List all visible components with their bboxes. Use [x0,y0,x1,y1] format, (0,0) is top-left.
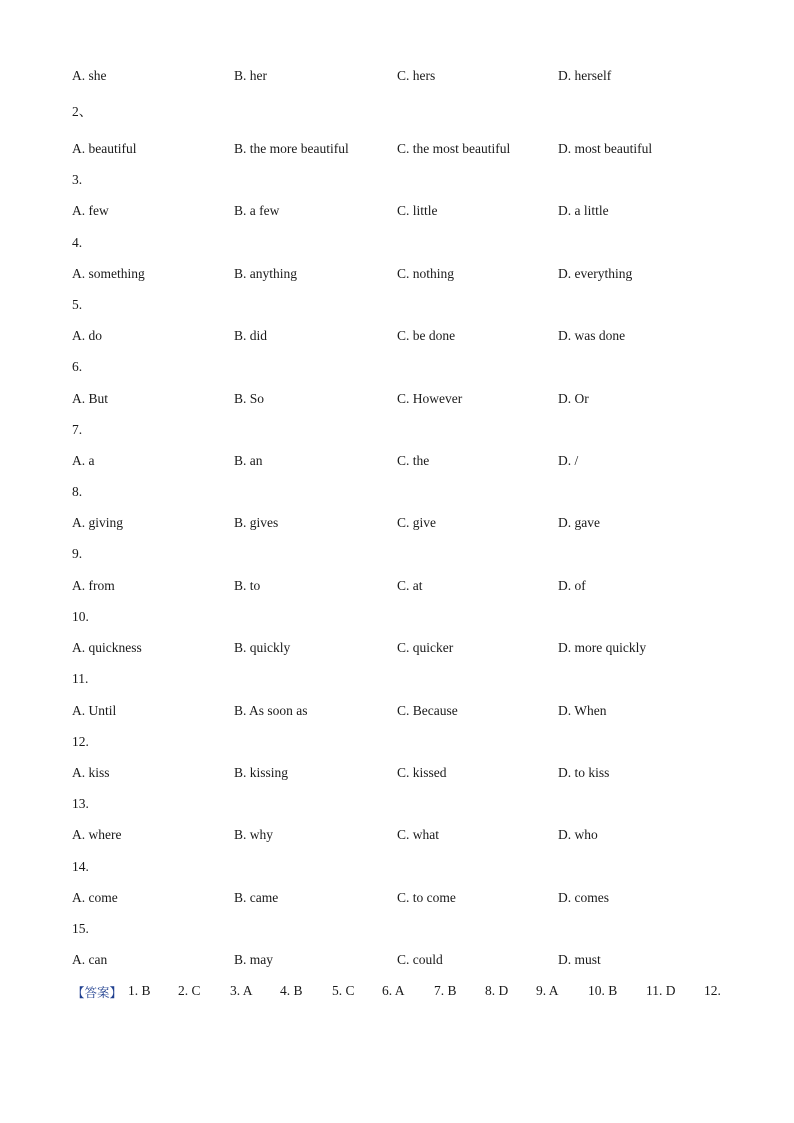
option-d: D. must [558,952,601,967]
question-number: 3. [72,172,83,187]
question-number: 11. [72,671,89,686]
option-d: D. / [558,453,579,468]
question-number: 13. [72,796,89,811]
option-c: C. the [397,453,430,468]
question-1-options [72,68,732,88]
option-d: D. Or [558,391,589,406]
option-d: D. a little [558,203,609,218]
question-13-options [72,827,732,847]
answer-item: 6. A [382,983,405,998]
option-d: D. who [558,827,598,842]
option-a: A. from [72,578,115,593]
option-b: B. quickly [234,640,291,655]
option-d: D. everything [558,266,633,281]
answer-item: 4. B [280,983,303,998]
question-number: 6. [72,359,83,374]
option-a: A. do [72,328,102,343]
option-b: B. came [234,890,279,905]
question-number: 8. [72,484,83,499]
question-number: 15. [72,921,89,936]
option-a: A. come [72,890,118,905]
option-d: D. When [558,703,607,718]
question-8-options [72,515,732,535]
option-c: C. little [397,203,438,218]
answer-item: 8. D [485,983,509,998]
question-number: 2、 [72,104,93,119]
option-c: C. quicker [397,640,454,655]
option-a: A. beautiful [72,141,137,156]
answer-item: 2. C [178,983,201,998]
option-c: C. hers [397,68,436,83]
question-14-options [72,890,732,910]
answer-item: 3. A [230,983,253,998]
option-c: C. be done [397,328,456,343]
question-4-options [72,266,732,286]
question-number: 4. [72,235,83,250]
answer-item: 7. B [434,983,457,998]
option-b: B. anything [234,266,297,281]
option-a: A. Until [72,703,117,718]
question-9-options [72,578,732,598]
question-2-options [72,141,732,161]
question-number: 9. [72,546,83,561]
option-a: A. But [72,391,109,406]
question-10-options [72,640,732,660]
option-b: B. kissing [234,765,289,780]
answer-item: 10. B [588,983,618,998]
option-c: C. kissed [397,765,447,780]
option-b: B. why [234,827,274,842]
question-5-options [72,328,732,348]
answer-item: 12. [704,983,721,998]
answer-key [72,983,732,1003]
question-number: 7. [72,422,83,437]
option-a: A. few [72,203,109,218]
option-b: B. her [234,68,267,83]
option-b: B. a few [234,203,280,218]
option-d: D. more quickly [558,640,647,655]
option-c: C. give [397,515,436,530]
answer-item: 1. B [128,983,151,998]
option-b: B. did [234,328,268,343]
option-b: B. gives [234,515,279,530]
option-a: A. quickness [72,640,142,655]
answer-item: 9. A [536,983,559,998]
question-3-options [72,203,732,223]
option-c: C. the most beautiful [397,141,511,156]
question-number: 5. [72,297,83,312]
option-d: D. gave [558,515,600,530]
answer-item: 11. D [646,983,676,998]
option-b: B. to [234,578,261,593]
option-a: A. giving [72,515,124,530]
option-c: C. to come [397,890,456,905]
option-c: C. However [397,391,463,406]
answer-item: 5. C [332,983,355,998]
option-b: B. So [234,391,265,406]
option-a: A. where [72,827,122,842]
option-c: C. at [397,578,423,593]
option-a: A. a [72,453,95,468]
question-11-options [72,703,732,723]
question-6-options [72,391,732,411]
question-number: 12. [72,734,89,749]
option-c: C. nothing [397,266,455,281]
option-d: D. herself [558,68,612,83]
question-number: 14. [72,859,89,874]
option-b: B. may [234,952,273,967]
option-d: D. to kiss [558,765,610,780]
answer-label: 【答案】 [72,985,123,1000]
option-c: C. Because [397,703,458,718]
option-d: D. most beautiful [558,141,653,156]
option-a: A. she [72,68,107,83]
option-d: D. comes [558,890,609,905]
option-c: C. what [397,827,439,842]
option-a: A. something [72,266,145,281]
question-12-options [72,765,732,785]
option-b: B. As soon as [234,703,308,718]
option-d: D. was done [558,328,626,343]
question-7-options [72,453,732,473]
option-b: B. an [234,453,263,468]
option-c: C. could [397,952,443,967]
option-d: D. of [558,578,586,593]
option-b: B. the more beautiful [234,141,349,156]
question-15-options [72,952,732,972]
option-a: A. can [72,952,108,967]
option-a: A. kiss [72,765,110,780]
question-number: 10. [72,609,89,624]
